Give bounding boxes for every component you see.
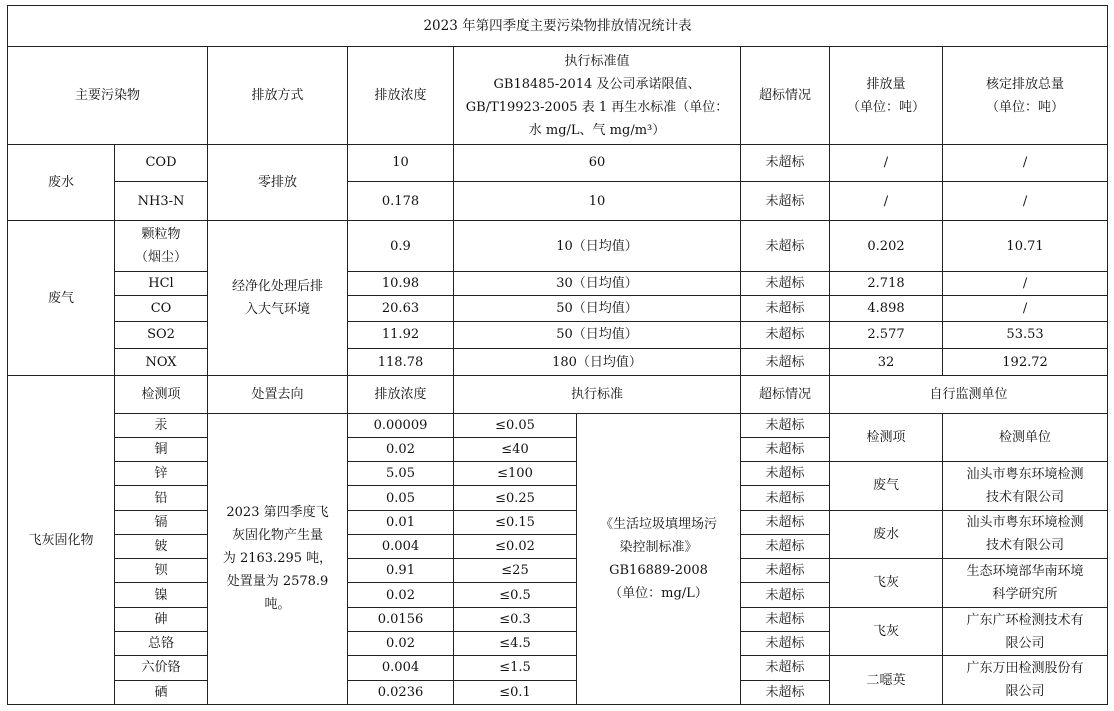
table-row <box>8 376 1108 413</box>
limit-cell: ≤40 <box>454 437 577 461</box>
header-amount-line: （单位：吨） <box>846 99 925 115</box>
total-cell: / <box>943 296 1108 321</box>
pollutant-item-line: 颗粒物 <box>141 227 181 243</box>
standard-cell: 60 <box>454 144 741 181</box>
concentration-cell: 0.004 <box>348 656 454 680</box>
wastegas-method <box>208 221 348 376</box>
header-total-line: （单位：吨） <box>986 99 1065 115</box>
header-total-line: 核定排放总量 <box>986 76 1065 92</box>
flyash-header-disposal: 处置去向 <box>208 376 348 413</box>
limit-cell: ≤100 <box>454 462 577 486</box>
flyash-standard-line: （单位：mg/L） <box>609 585 708 601</box>
flyash-header-standard: 执行标准 <box>454 376 741 413</box>
header-exceed: 超标情况 <box>741 47 830 144</box>
exceed-cell: 未超标 <box>741 656 830 680</box>
exceed-cell: 未超标 <box>741 486 830 510</box>
table-row <box>8 272 1108 296</box>
monitor-unit-line: 广东万田检测股份有 <box>966 661 1084 677</box>
concentration-cell: 0.004 <box>348 534 454 558</box>
standard-cell: 30（日均值） <box>454 272 741 296</box>
flyash-item: 铅 <box>115 486 208 510</box>
flyash-item: 镍 <box>115 583 208 607</box>
flyash-item: 钡 <box>115 559 208 583</box>
flyash-disposal-line: 为 2163.295 吨， <box>222 551 333 567</box>
monitor-unit-line: 汕头市粤东环境检测 <box>966 515 1084 531</box>
pollutant-item: SO2 <box>115 321 208 348</box>
total-cell: 10.71 <box>943 221 1108 272</box>
flyash-item: 六价铬 <box>115 656 208 680</box>
exceed-cell: 未超标 <box>741 607 830 631</box>
total-cell: / <box>943 272 1108 296</box>
concentration-cell: 10.98 <box>348 272 454 296</box>
table-row <box>8 221 1108 272</box>
standard-cell: 180（日均值） <box>454 348 741 375</box>
monitor-header-unit: 检测单位 <box>943 413 1108 462</box>
limit-cell: ≤0.25 <box>454 486 577 510</box>
header-amount <box>830 47 943 144</box>
limit-cell: ≤0.05 <box>454 413 577 437</box>
table-row <box>8 607 1108 631</box>
concentration-cell: 0.0236 <box>348 680 454 704</box>
header-standard-line: GB/T19923-2005 表 1 再生水标准（单位： <box>465 99 729 115</box>
pollutant-item: CO <box>115 296 208 321</box>
monitor-unit <box>943 656 1108 705</box>
table-row <box>8 144 1108 181</box>
wastegas-method-line: 入大气环境 <box>244 302 310 318</box>
pollutant-item: NOX <box>115 348 208 375</box>
pollutant-item: COD <box>115 144 208 181</box>
monitor-unit-line: 限公司 <box>1005 684 1045 700</box>
exceed-cell: 未超标 <box>741 437 830 461</box>
header-total <box>943 47 1108 144</box>
pollutant-item <box>115 221 208 272</box>
exceed-cell: 未超标 <box>741 510 830 534</box>
concentration-cell: 0.05 <box>348 486 454 510</box>
table-row <box>8 510 1108 534</box>
flyash-item: 铜 <box>115 437 208 461</box>
limit-cell: ≤4.5 <box>454 632 577 656</box>
standard-cell: 50（日均值） <box>454 321 741 348</box>
amount-cell: / <box>830 182 943 221</box>
table-row <box>8 462 1108 486</box>
table-row <box>8 413 1108 437</box>
table-row <box>8 182 1108 221</box>
monitor-unit <box>943 607 1108 656</box>
concentration-cell: 0.02 <box>348 583 454 607</box>
table-row <box>8 656 1108 680</box>
concentration-cell: 0.02 <box>348 437 454 461</box>
exceed-cell: 未超标 <box>741 559 830 583</box>
monitor-item: 飞灰 <box>830 559 943 608</box>
standard-cell: 10 <box>454 182 741 221</box>
emissions-table <box>7 5 1108 705</box>
monitor-unit <box>943 510 1108 559</box>
flyash-header-concentration: 排放浓度 <box>348 376 454 413</box>
exceed-cell: 未超标 <box>741 272 830 296</box>
exceed-cell: 未超标 <box>741 182 830 221</box>
flyash-header-monitor: 自行监测单位 <box>830 376 1108 413</box>
exceed-cell: 未超标 <box>741 296 830 321</box>
wastegas-method-line: 经净化处理后排 <box>231 279 323 295</box>
concentration-cell: 11.92 <box>348 321 454 348</box>
exceed-cell: 未超标 <box>741 462 830 486</box>
table-row <box>8 296 1108 321</box>
limit-cell: ≤0.3 <box>454 607 577 631</box>
flyash-disposal <box>208 413 348 704</box>
flyash-item: 铍 <box>115 534 208 558</box>
header-pollutant: 主要污染物 <box>8 47 208 144</box>
limit-cell: ≤0.02 <box>454 534 577 558</box>
monitor-unit-line: 限公司 <box>1005 635 1045 651</box>
flyash-item: 汞 <box>115 413 208 437</box>
flyash-item: 镉 <box>115 510 208 534</box>
pollutant-item: HCl <box>115 272 208 296</box>
category-wastegas: 废气 <box>8 221 115 376</box>
exceed-cell: 未超标 <box>741 413 830 437</box>
concentration-cell: 0.0156 <box>348 607 454 631</box>
exceed-cell: 未超标 <box>741 144 830 181</box>
flyash-standard-line: 《生活垃圾填埋场污 <box>599 516 717 532</box>
exceed-cell: 未超标 <box>741 632 830 656</box>
flyash-standard-line: 染控制标准》 <box>619 539 698 555</box>
monitor-unit-line: 技术有限公司 <box>986 538 1065 554</box>
amount-cell: 4.898 <box>830 296 943 321</box>
standard-cell: 50（日均值） <box>454 296 741 321</box>
wastewater-method: 零排放 <box>208 144 348 221</box>
concentration-cell: 10 <box>348 144 454 181</box>
monitor-unit-line: 广东广环检测技术有 <box>966 612 1084 628</box>
monitor-unit-line: 科学研究所 <box>992 586 1058 602</box>
header-standard-line: GB18485-2014 及公司承诺限值、 <box>493 76 701 92</box>
header-standard-line: 执行标准值 <box>564 53 630 69</box>
concentration-cell: 5.05 <box>348 462 454 486</box>
pollutant-item-line: （烟尘） <box>134 250 187 266</box>
amount-cell: / <box>830 144 943 181</box>
concentration-cell: 0.00009 <box>348 413 454 437</box>
monitor-unit-line: 生态环境部华南环境 <box>966 563 1084 579</box>
monitor-item: 废水 <box>830 510 943 559</box>
concentration-cell: 20.63 <box>348 296 454 321</box>
flyash-header-item: 检测项 <box>115 376 208 413</box>
table-title: 2023 年第四季度主要污染物排放情况统计表 <box>8 6 1108 47</box>
flyash-item: 硒 <box>115 680 208 704</box>
concentration-cell: 118.78 <box>348 348 454 375</box>
standard-cell: 10（日均值） <box>454 221 741 272</box>
concentration-cell: 0.178 <box>348 182 454 221</box>
header-standard-line: 水 mg/L、气 mg/m³） <box>528 122 666 138</box>
flyash-disposal-line: 灰固化物产生量 <box>231 528 323 544</box>
limit-cell: ≤0.15 <box>454 510 577 534</box>
header-method: 排放方式 <box>208 47 348 144</box>
amount-cell: 0.202 <box>830 221 943 272</box>
limit-cell: ≤0.5 <box>454 583 577 607</box>
category-flyash: 飞灰固化物 <box>8 376 115 705</box>
exceed-cell: 未超标 <box>741 583 830 607</box>
limit-cell: ≤1.5 <box>454 656 577 680</box>
total-cell: / <box>943 144 1108 181</box>
monitor-unit <box>943 559 1108 608</box>
amount-cell: 2.718 <box>830 272 943 296</box>
pollutant-item: NH3-N <box>115 182 208 221</box>
table-row <box>8 348 1108 375</box>
monitor-item: 废气 <box>830 462 943 511</box>
exceed-cell: 未超标 <box>741 680 830 704</box>
header-standard <box>454 47 741 144</box>
monitor-item: 二噁英 <box>830 656 943 705</box>
total-cell: / <box>943 182 1108 221</box>
concentration-cell: 0.02 <box>348 632 454 656</box>
limit-cell: ≤0.1 <box>454 680 577 704</box>
header-concentration: 排放浓度 <box>348 47 454 144</box>
table-row <box>8 559 1108 583</box>
concentration-cell: 0.9 <box>348 221 454 272</box>
exceed-cell: 未超标 <box>741 348 830 375</box>
flyash-disposal-line: 处置量为 2578.9 <box>226 574 329 590</box>
concentration-cell: 0.01 <box>348 510 454 534</box>
monitor-item: 飞灰 <box>830 607 943 656</box>
monitor-unit-line: 汕头市粤东环境检测 <box>966 466 1084 482</box>
limit-cell: ≤25 <box>454 559 577 583</box>
exceed-cell: 未超标 <box>741 534 830 558</box>
flyash-disposal-line: 2023 第四季度飞 <box>226 505 329 521</box>
flyash-item: 总铬 <box>115 632 208 656</box>
monitor-header-item: 检测项 <box>830 413 943 462</box>
total-cell: 53.53 <box>943 321 1108 348</box>
amount-cell: 2.577 <box>830 321 943 348</box>
exceed-cell: 未超标 <box>741 321 830 348</box>
table-row <box>8 321 1108 348</box>
flyash-header-exceed: 超标情况 <box>741 376 830 413</box>
exceed-cell: 未超标 <box>741 221 830 272</box>
emissions-table-sheet <box>7 5 1107 705</box>
amount-cell: 32 <box>830 348 943 375</box>
flyash-standard-line: GB16889-2008 <box>609 562 708 578</box>
monitor-unit <box>943 462 1108 511</box>
total-cell: 192.72 <box>943 348 1108 375</box>
flyash-item: 锌 <box>115 462 208 486</box>
monitor-unit-line: 技术有限公司 <box>986 489 1065 505</box>
flyash-standard <box>577 413 741 704</box>
header-amount-line: 排放量 <box>866 76 906 92</box>
flyash-disposal-line: 吨。 <box>264 597 291 613</box>
concentration-cell: 0.91 <box>348 559 454 583</box>
flyash-item: 砷 <box>115 607 208 631</box>
category-wastewater: 废水 <box>8 144 115 221</box>
